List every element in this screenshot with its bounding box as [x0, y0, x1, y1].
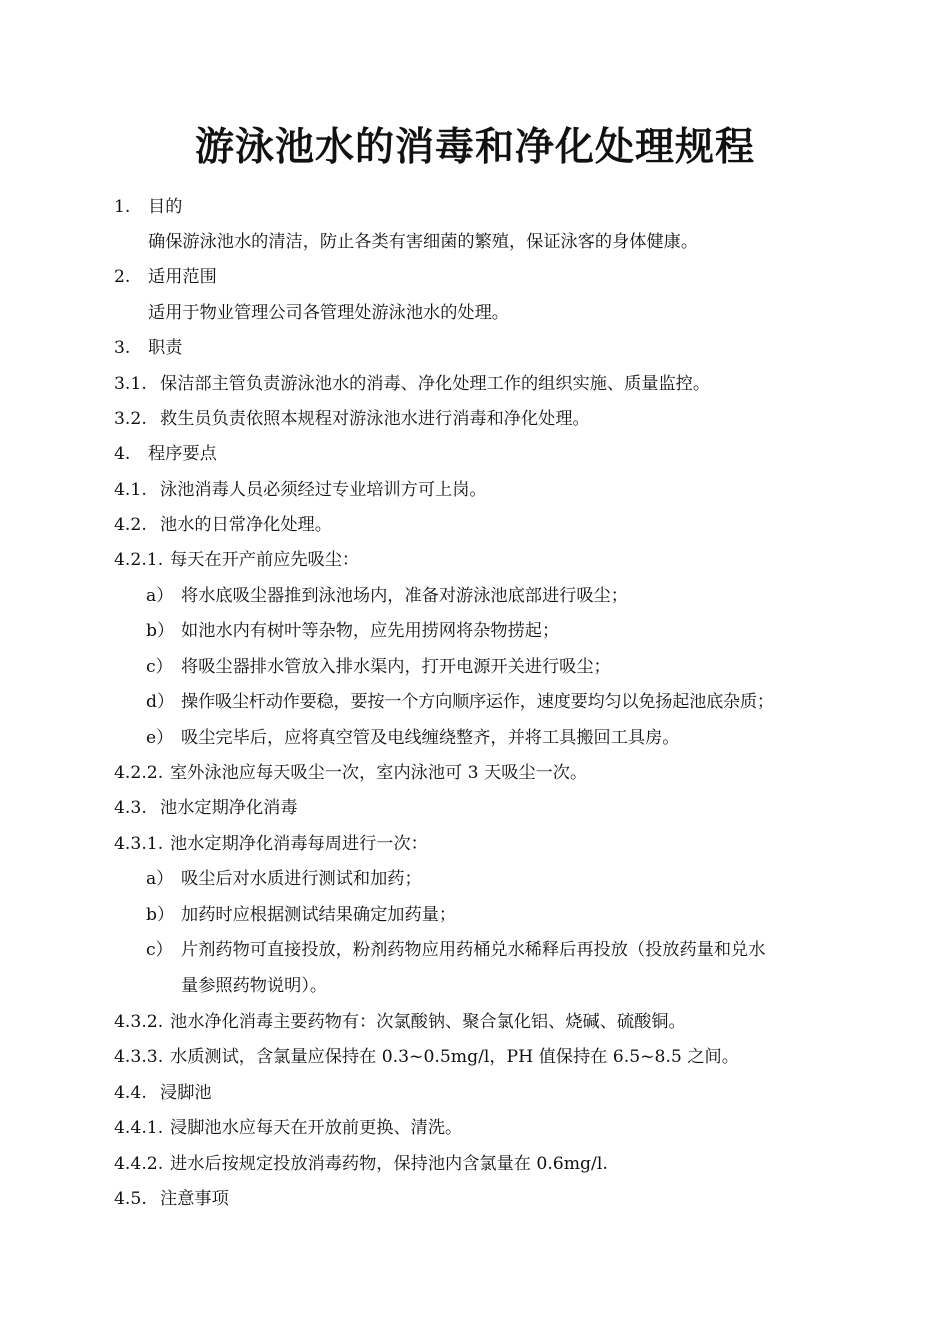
subsection-number: 4.4.	[114, 1083, 147, 1103]
clause-text: 池水净化消毒主要药物有：次氯酸钠、聚合氯化铝、烧碱、硫酸铜。	[170, 1012, 686, 1032]
list-marker: c）	[146, 657, 173, 677]
list-text: 将吸尘器排水管放入排水渠内，打开电源开关进行吸尘；	[181, 657, 611, 677]
subsection-number: 4.2.	[114, 515, 147, 535]
clause-text: 进水后按规定投放消毒药物，保持池内含氯量在 0.6mg/l.	[170, 1154, 608, 1174]
section-text: 适用范围	[148, 267, 217, 287]
list-marker: b）	[146, 621, 175, 641]
list-text: 量参照药物说明）。	[181, 976, 328, 996]
clause-text: 池水定期净化消毒每周进行一次：	[170, 834, 428, 854]
clause-text: 浸脚池水应每天在开放前更换、清洗。	[170, 1118, 463, 1138]
section-number: 4.	[114, 444, 131, 464]
list-text: 吸尘完毕后，应将真空管及电线缠绕整齐，并将工具搬回工具房。	[181, 728, 680, 748]
list-marker: a）	[146, 586, 174, 606]
subsection-text: 救生员负责依照本规程对游泳池水进行消毒和净化处理。	[160, 409, 590, 429]
section-text: 目的	[148, 197, 183, 217]
subsection-text: 池水定期净化消毒	[160, 798, 298, 818]
subsection-number: 3.1.	[114, 374, 147, 394]
subsection-text: 浸脚池	[160, 1083, 212, 1103]
list-text: 如池水内有树叶等杂物，应先用捞网将杂物捞起；	[181, 621, 560, 641]
clause-number: 4.4.2.	[114, 1154, 164, 1174]
clause-number: 4.2.2.	[114, 763, 164, 783]
paragraph-text: 确保游泳池水的清洁，防止各类有害细菌的繁殖，保证泳客的身体健康。	[148, 232, 699, 252]
list-marker: d）	[146, 692, 175, 712]
document-title: 游泳池水的消毒和净化处理规程	[194, 125, 755, 170]
subsection-number: 3.2.	[114, 409, 147, 429]
section-number: 3.	[114, 338, 131, 358]
clause-number: 4.3.1.	[114, 834, 164, 854]
list-marker: e）	[146, 728, 174, 748]
clause-number: 4.2.1.	[114, 550, 164, 570]
clause-number: 4.3.2.	[114, 1012, 164, 1032]
clause-text: 室外泳池应每天吸尘一次，室内泳池可 3 天吸尘一次。	[170, 763, 588, 783]
subsection-number: 4.5.	[114, 1189, 147, 1209]
list-text: 吸尘后对水质进行测试和加药；	[181, 869, 422, 889]
subsection-number: 4.3.	[114, 798, 147, 818]
clause-text: 每天在开产前应先吸尘：	[170, 550, 360, 570]
paragraph-text: 适用于物业管理公司各管理处游泳池水的处理。	[148, 303, 509, 323]
list-marker: c）	[146, 940, 173, 960]
subsection-text: 保洁部主管负责游泳池水的消毒、净化处理工作的组织实施、质量监控。	[160, 374, 711, 394]
section-text: 程序要点	[148, 444, 217, 464]
list-text: 将水底吸尘器推到泳池场内，准备对游泳池底部进行吸尘；	[181, 586, 628, 606]
list-text: 片剂药物可直接投放，粉剂药物应用药桶兑水稀释后再投放（投放药量和兑水	[181, 940, 766, 960]
section-number: 1.	[114, 197, 131, 217]
clause-number: 4.4.1.	[114, 1118, 164, 1138]
subsection-number: 4.1.	[114, 480, 147, 500]
list-text: 操作吸尘杆动作要稳，要按一个方向顺序运作，速度要均匀以免扬起池底杂质；	[181, 692, 774, 712]
clause-number: 4.3.3.	[114, 1047, 164, 1067]
subsection-text: 泳池消毒人员必须经过专业培训方可上岗。	[160, 480, 487, 500]
section-number: 2.	[114, 267, 131, 287]
list-marker: a）	[146, 869, 174, 889]
clause-text: 水质测试，含氯量应保持在 0.3~0.5mg/l，PH 值保持在 6.5~8.5 之间。	[170, 1047, 739, 1067]
subsection-text: 池水的日常净化处理。	[160, 515, 332, 535]
section-text: 职责	[148, 338, 183, 358]
list-text: 加药时应根据测试结果确定加药量；	[181, 905, 457, 925]
subsection-text: 注意事项	[160, 1189, 229, 1209]
list-marker: b）	[146, 905, 175, 925]
